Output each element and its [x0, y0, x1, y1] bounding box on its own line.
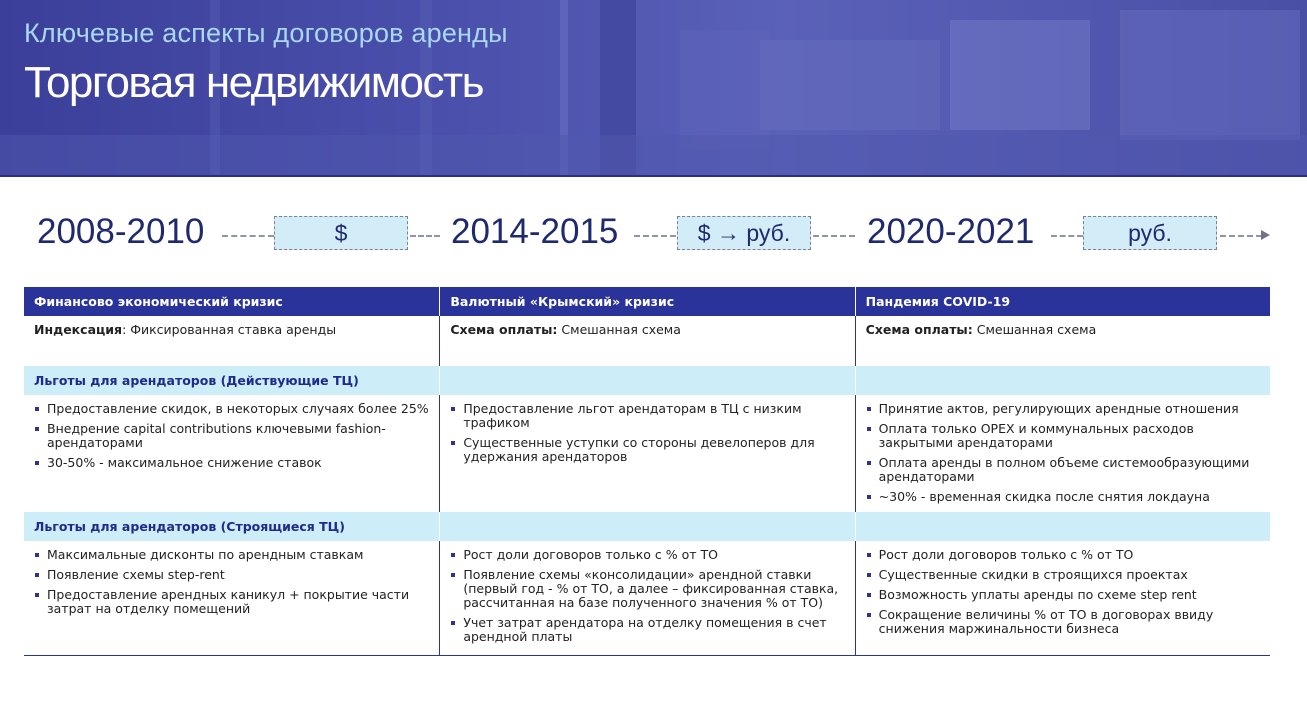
list-item: ~30% - временная скидка после снятия локдауна: [866, 490, 1260, 504]
term-label: Схема оплаты:: [865, 322, 973, 337]
banner-divider: [0, 175, 1307, 177]
list-item: Появление схемы step-rent: [34, 568, 429, 582]
timeline: [0, 210, 1307, 260]
list-item: Оплата аренды в полном объеме системообразующими арендаторами: [866, 456, 1260, 484]
list-item: Учет затрат арендатора на отделку помещения в счет арендной платы: [450, 616, 844, 644]
list-cell: [855, 541, 1270, 655]
list-cell: [24, 541, 439, 655]
timeline-period: 2014-2015: [451, 212, 619, 251]
timeline-dash: [1220, 235, 1262, 237]
list-item: Возможность уплаты аренды по схеме step rent: [866, 588, 1260, 602]
table-row-construction: [24, 541, 1270, 656]
timeline-dash: [1051, 235, 1083, 237]
lease-aspects-table: [24, 287, 1270, 656]
list-item: Оплата только OPEX и коммунальных расходов закрытыми арендаторами: [866, 422, 1260, 450]
term-label: Индексация: [34, 322, 123, 337]
list-item: Принятие актов, регулирующих арендные отношения: [866, 402, 1260, 416]
term-cell: [439, 316, 854, 366]
list-item: Рост доли договоров только с % от ТО: [866, 548, 1260, 562]
timeline-dash: [813, 235, 855, 237]
section-row-existing: [24, 366, 1270, 395]
section-title: Льготы для арендаторов (Строящиеся ТЦ): [34, 518, 345, 534]
list-item: Существенные скидки в строящихся проектах: [866, 568, 1260, 582]
list-cell: [439, 541, 854, 655]
timeline-period: 2020-2021: [867, 212, 1035, 251]
term-value: Смешанная схема: [561, 322, 681, 337]
currency-box: руб.: [1083, 216, 1217, 250]
table-header-row: [24, 287, 1270, 316]
term-value: Фиксированная ставка аренды: [130, 322, 337, 337]
list-item: Появление схемы «консолидации» арендной ставки (первый год - % от ТО, а далее – фиксированная ставка, рассчитанная на базе полученного значения % от ТО): [450, 568, 844, 610]
term-value: Смешанная схема: [976, 322, 1097, 337]
timeline-dash: [410, 235, 440, 237]
column-heading: Валютный «Крымский» кризис: [439, 287, 854, 316]
table-row-terms: [24, 316, 1270, 366]
header-banner: [0, 0, 1307, 177]
list-item: Предоставление арендных каникул + покрытие части затрат на отделку помещений: [34, 588, 429, 616]
list-item: Рост доли договоров только с % от ТО: [450, 548, 844, 562]
subtitle: Ключевые аспекты договоров аренды: [24, 18, 508, 48]
section-empty: [855, 366, 1270, 395]
list-item: Предоставление льгот арендаторам в ТЦ с низким трафиком: [450, 402, 844, 430]
column-heading: Пандемия COVID-19: [855, 287, 1270, 316]
term-separator: :: [122, 322, 131, 337]
table-row-existing: [24, 395, 1270, 512]
section-row-construction: [24, 512, 1270, 541]
section-title: Льготы для арендаторов (Действующие ТЦ): [34, 372, 359, 388]
section-empty: [855, 512, 1270, 541]
list-item: Внедрение capital contributions ключевыми fashion-арендаторами: [34, 422, 429, 450]
list-cell: [855, 395, 1270, 512]
list-cell: [439, 395, 854, 512]
list-item: Предоставление скидок, в некоторых случаях более 25%: [34, 402, 429, 416]
timeline-dash: [222, 235, 274, 237]
column-heading: Финансово экономический кризис: [34, 293, 283, 309]
timeline-period: 2008-2010: [37, 212, 205, 251]
list-item: Существенные уступки со стороны девелоперов для удержания арендаторов: [450, 436, 844, 464]
timeline-arrow-icon: [1261, 230, 1270, 240]
term-cell: [855, 316, 1270, 366]
timeline-dash: [634, 235, 676, 237]
currency-box: $: [274, 216, 408, 250]
term-cell: [24, 316, 439, 366]
list-cell: [24, 395, 439, 512]
list-item: 30-50% - максимальное снижение ставок: [34, 456, 429, 470]
currency-box: $ → руб.: [677, 216, 811, 250]
list-item: Сокращение величины % от ТО в договорах ввиду снижения маржинальности бизнеса: [866, 608, 1260, 636]
term-label: Схема оплаты:: [450, 322, 558, 337]
section-empty: [439, 512, 854, 541]
list-item: Максимальные дисконты по арендным ставкам: [34, 548, 429, 562]
page-title: Торговая недвижимость: [24, 58, 484, 107]
section-empty: [439, 366, 854, 395]
